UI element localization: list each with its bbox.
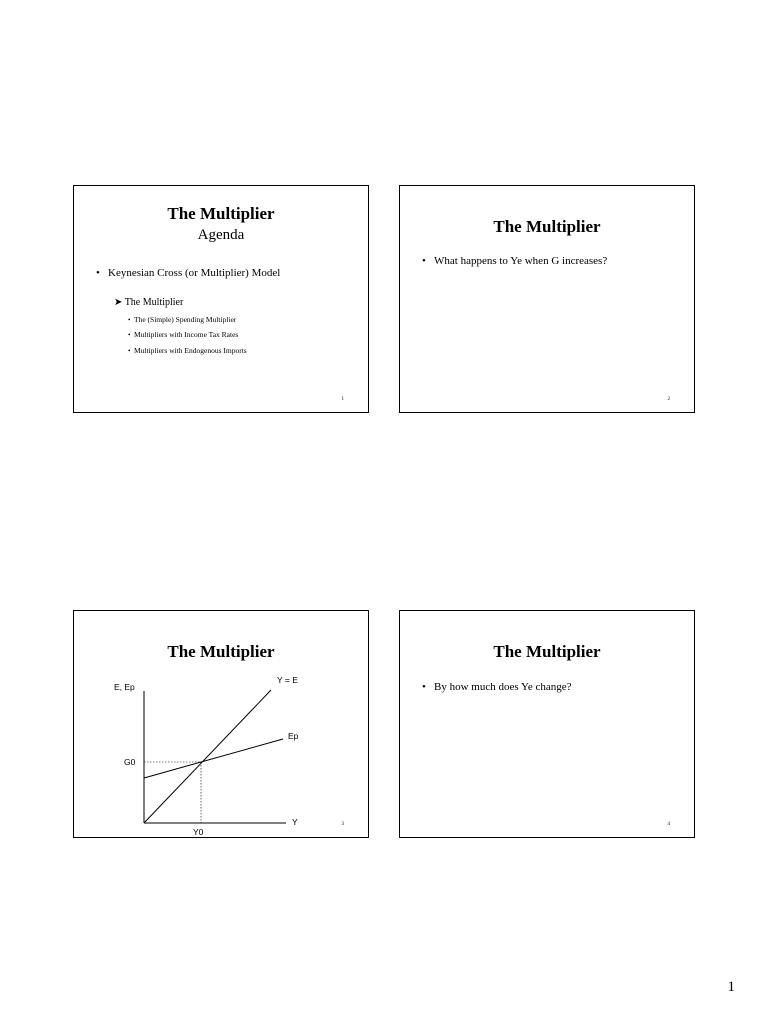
slide-2 bbox=[399, 185, 695, 413]
sub-item: • Multipliers with Income Tax Rates bbox=[128, 330, 239, 339]
sub-item: • Multipliers with Endogenous Imports bbox=[128, 346, 247, 355]
keynesian-cross-diagram bbox=[74, 611, 368, 837]
slide-number: 3 bbox=[341, 822, 344, 827]
slide-title: The Multiplier bbox=[493, 642, 601, 661]
slide-subtitle: Agenda bbox=[197, 227, 245, 243]
arrow-bullet-icon: ➤ bbox=[114, 297, 125, 308]
slide-4 bbox=[399, 610, 695, 838]
bullet-item: • Keynesian Cross (or Multiplier) Model bbox=[96, 267, 281, 279]
slide-title: The Multiplier bbox=[167, 204, 275, 223]
bullet-item: • By how much does Ye change? bbox=[422, 681, 572, 693]
bullet-icon: • bbox=[422, 255, 426, 267]
bullet-item: • What happens to Ye when G increases? bbox=[422, 255, 608, 267]
y-axis-label: E, Ep bbox=[114, 682, 135, 692]
g0-label: G0 bbox=[124, 757, 136, 767]
slide-3 bbox=[73, 610, 369, 838]
slide-title: The Multiplier bbox=[493, 217, 601, 236]
sub-item: • The (Simple) Spending Multiplier bbox=[128, 315, 237, 324]
bullet-icon: • bbox=[96, 267, 100, 279]
line-45 bbox=[144, 690, 271, 823]
bullet-icon: • bbox=[422, 681, 426, 693]
page-number: 1 bbox=[727, 979, 735, 995]
bullet-icon: • bbox=[128, 331, 131, 339]
bullet-icon: • bbox=[128, 316, 131, 324]
slide-1 bbox=[73, 185, 369, 413]
bullet-icon: • bbox=[128, 347, 131, 355]
ep-line bbox=[144, 739, 283, 778]
x-axis-label: Y bbox=[292, 817, 298, 827]
slide-title: The Multiplier bbox=[167, 642, 275, 661]
sub-heading: ➤ The Multiplier bbox=[114, 297, 184, 308]
slide-number: 4 bbox=[667, 822, 670, 827]
y0-label: Y0 bbox=[193, 827, 204, 837]
ep-label: Ep bbox=[288, 731, 299, 741]
slide-number: 1 bbox=[341, 397, 344, 402]
slide-number: 2 bbox=[667, 397, 670, 402]
line-45-label: Y = E bbox=[277, 675, 298, 685]
